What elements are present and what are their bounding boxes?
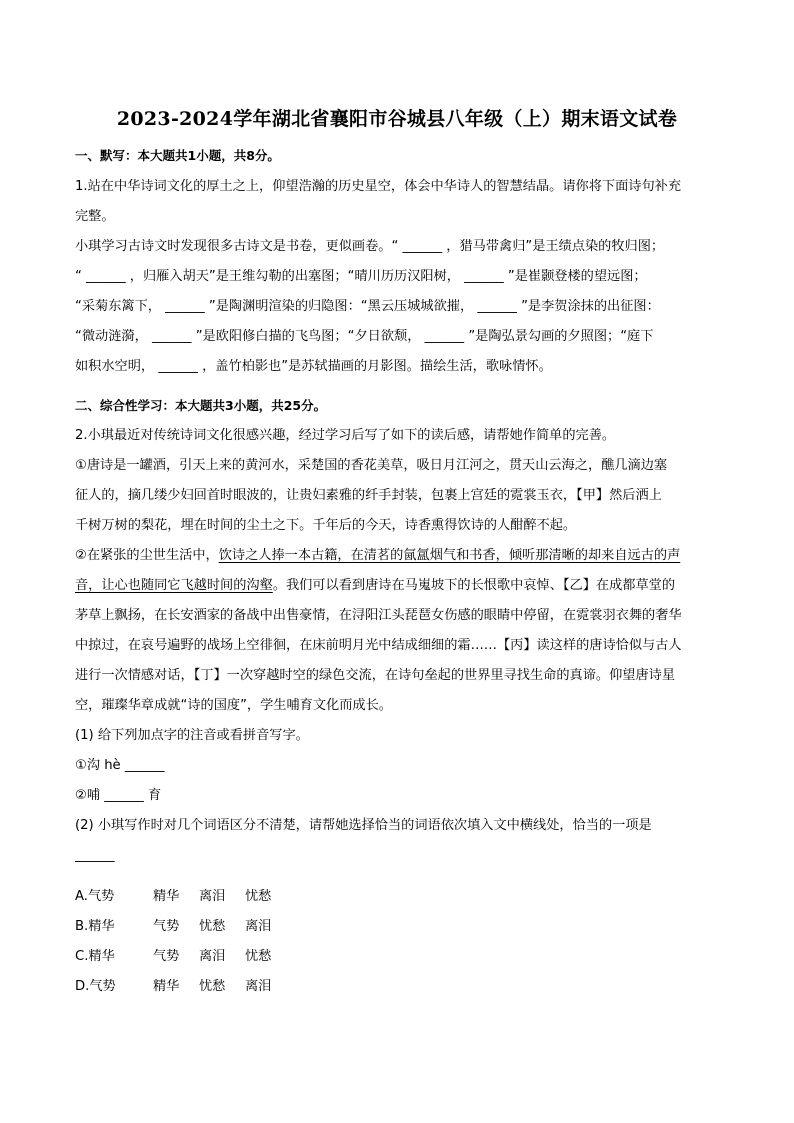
q1-line: “ ______ ，归雁入胡天”是王维勾勒的出塞图；“晴川历历汉阳树， ______ ”是崔颢登楼的望远图； — [75, 269, 647, 284]
q1-line: 如积水空明， ______ ，盖竹柏影也”是苏轼描画的月影图。描绘生活，歌咏情怀。 — [75, 359, 552, 374]
option-word: 离泪 — [199, 889, 226, 904]
option-word: 精华 — [153, 889, 180, 904]
q2-line: 中掠过，在哀号遍野的战场上空徘徊，在床前明月光中结成细细的霜……【丙】读这样的唐诗恰似与古人 — [75, 638, 682, 653]
q1-line: “采菊东篱下， ______ ”是陶渊明渲染的归隐图：“黑云压城城欲摧， ______ ”是李贺涂抹的出征图： — [75, 299, 660, 314]
q2-line: 茅草上飘扬，在长安酒家的备战中出售豪情，在浔阳江头琵琶女伤感的眼睛中停留，在霓裳羽衣舞的奢华 — [75, 608, 682, 623]
sub-question-2: (2) 小琪写作时对几个词语区分不清楚，请帮她选择恰当的词语依次填入文中横线处，恰当的一项是 — [75, 818, 652, 833]
section-heading-1: 一、默写：本大题共1小题，共8分。 — [75, 148, 280, 163]
option-word: 忧愁 — [245, 889, 272, 904]
sub-question-1: (1) 给下列加点字的注音或看拼音写字。 — [75, 728, 309, 743]
q2-line: 征人的，摘几缕少妇回首时眼波的，让贵妇素雅的纤手封装，包裹上宫廷的霓裳玉衣，【甲】然后洒上 — [75, 488, 662, 503]
option-word: 离泪 — [245, 979, 272, 994]
option-word: 忧愁 — [199, 979, 226, 994]
sub-question-1b: ②哺 ______ 育 — [75, 788, 162, 803]
q1-line: 完整。 — [75, 209, 115, 224]
q2-text: ②在紧张的尘世生活中， — [75, 548, 219, 563]
option-word: 气势 — [153, 919, 180, 934]
option-word: 忧愁 — [199, 919, 226, 934]
page-title: 2023-2024学年湖北省襄阳市谷城县八年级（上）期末语文试卷 — [116, 108, 678, 130]
q2-line: 空，璀璨华章成就“诗的国度”，学生哺育文化而成长。 — [75, 698, 392, 713]
section-heading-2: 二、综合性学习：本大题共3小题，共25分。 — [75, 398, 327, 413]
option-b[interactable] — [75, 912, 291, 942]
q1-line: “微动涟漪， ______ ”是欧阳修白描的飞鸟图；“夕日欲颓， ______ ”是陶弘景勾画的夕照图；“庭下 — [75, 329, 654, 344]
q2-line — [75, 571, 720, 601]
option-word: 离泪 — [199, 949, 226, 964]
option-word: 忧愁 — [245, 949, 272, 964]
sub-question-1a: ①沟 hè ______ — [75, 758, 165, 773]
option-label: D.气势 — [75, 979, 116, 994]
q2-line: 进行一次情感对话，【丁】一次穿越时空的绿色交流，在诗句垒起的世界里寻找生命的真谛。仰望唐诗星 — [75, 668, 676, 683]
q2-line: 千树万树的梨花，埋在时间的尘土之下。千年后的今天，诗香熏得饮诗的人酣醉不起。 — [75, 518, 577, 533]
option-c[interactable] — [75, 942, 291, 972]
q2-line: ①唐诗是一罐酒，引天上来的黄河水，采楚国的香花美草，吸日月江河之，贯天山云海之，醮几滴边塞 — [75, 458, 668, 473]
question-2 — [75, 421, 720, 871]
option-word: 离泪 — [245, 919, 272, 934]
option-word: 气势 — [153, 949, 180, 964]
answer-blank: ______ — [75, 848, 115, 863]
question-1 — [75, 172, 720, 382]
underlined-sentence: 饮诗之人捧一本古籍，在清茗的氤氲烟气和书香，倾听那清晰的却来自远古的声 — [218, 548, 681, 563]
option-label: A.气势 — [75, 889, 115, 904]
option-label: C.精华 — [75, 949, 115, 964]
q2-text: 。我们可以看到唐诗在马嵬坡下的长恨歌中哀悼、【乙】在成都草堂的 — [272, 578, 676, 593]
option-word: 精华 — [153, 979, 180, 994]
underlined-sentence: 音，让心也随同它飞越时间的沟壑 — [75, 578, 273, 593]
q2-line: 2.小琪最近对传统诗词文化很感兴趣，经过学习后写了如下的读后感，请帮她作简单的完善。 — [75, 428, 616, 443]
option-a[interactable] — [75, 882, 291, 912]
option-label: B.精华 — [75, 919, 115, 934]
q1-line: 小琪学习古诗文时发现很多古诗文是书卷，更似画卷。“ ______ ，猎马带禽归”是王绩点染的牧归图； — [75, 239, 665, 254]
q2-line — [75, 541, 720, 571]
q1-line: 1.站在中华诗词文化的厚土之上，仰望浩瀚的历史星空，体会中华诗人的智慧结晶。请你将下面诗句补充 — [75, 179, 682, 194]
option-d[interactable] — [75, 972, 291, 1002]
